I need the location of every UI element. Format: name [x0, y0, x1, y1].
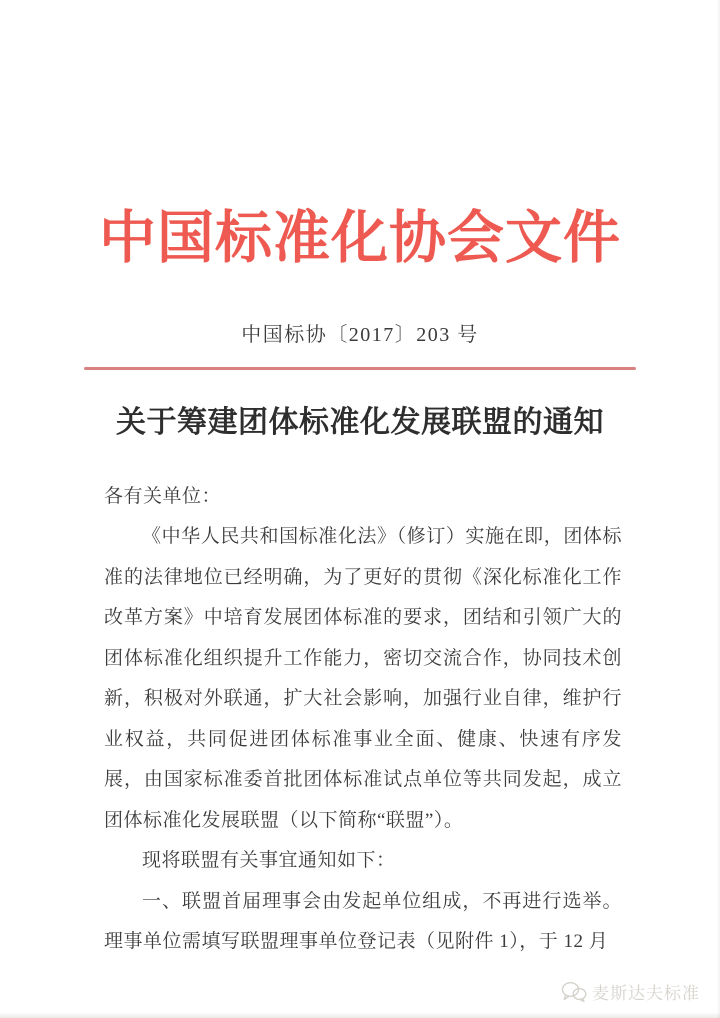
letterhead-title: 中国标准化协会文件 — [99, 207, 621, 270]
watermark — [561, 979, 700, 1004]
body-paragraph: 《中华人民共和国标准化法》（修订）实施在即，团体标准的法律地位已经明确，为了更好的贯彻《深化标准化工作改革方案》中培育发展团体标准的要求，团结和引领广大的团体标准化组织提升工作能力，密切交流合作，协同技术创新，积极对外联通，扩大社会影响，加强行业自律，维护行业权益，共同促进团体标准事业全面、健康、快速有序发展，由国家标准委首批团体标准试点单位等共同发起，成立团体标准化发展联盟（以下简称“联盟”）。 — [104, 526, 622, 831]
body-paragraph: 一、联盟首届理事会由发起单位组成，不再进行选举。理事单位需填写联盟理事单位登记表（见附件 1），于 12 月 — [104, 890, 622, 952]
body-paragraph: 现将联盟有关事宜通知如下： — [142, 850, 396, 871]
scan-edge-bottom — [0, 1012, 720, 1018]
salutation: 各有关单位： — [104, 485, 222, 507]
red-divider-line — [84, 367, 636, 370]
notice-title: 关于筹建团体标准化发展联盟的通知 — [116, 406, 604, 439]
watermark-label: 麦斯达夫标准 — [592, 984, 700, 1003]
wechat-icon — [561, 981, 587, 1003]
document-body — [104, 477, 622, 963]
document-number: 中国标协〔2017〕203 号 — [241, 324, 479, 346]
